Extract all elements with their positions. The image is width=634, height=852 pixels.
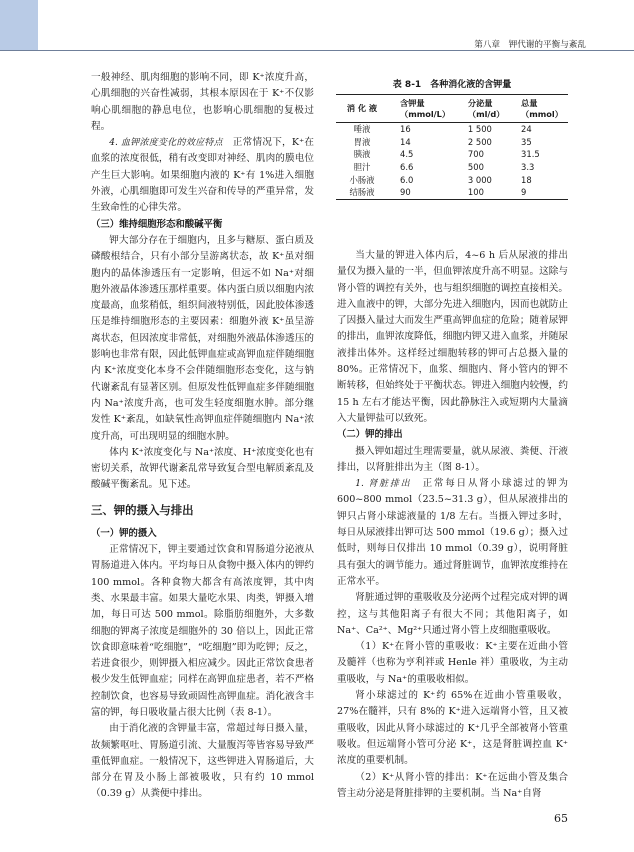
table-cell: 胰液 [353, 149, 371, 160]
paragraph [91, 135, 314, 216]
header-rule [0, 50, 634, 51]
table-row [336, 186, 568, 199]
paragraph: 摄入钾如超过生理需要量，就从尿液、粪便、汗液排出，以肾脏排出为主（图 8-1）。 [337, 445, 568, 473]
table-row [336, 148, 568, 161]
running-head: 第八章 钾代谢的平衡与紊乱 [474, 40, 586, 50]
table-cell: 结肠液 [349, 187, 375, 198]
paragraph: 体内 K⁺浓度变化与 Na⁺浓度、H⁺浓度变化也有密切关系，故钾代谢紊乱常导致复合型电解质紊乱及酸碱平衡紊乱。见下述。 [91, 446, 314, 491]
table-cell: 31.5 [521, 149, 540, 160]
table-cell: 700 [467, 149, 484, 160]
table-row [336, 173, 568, 186]
paragraph: 钾大部分存在于细胞内，且多与糖原、蛋白质及磷酸根结合，只有小部分呈游离状态，故 K⁺虽对细胞内的晶体渗透压有一定影响，但远不如 Na⁺对细胞外液晶体渗透压那样重要。体内蛋白质以细胞内浓度最高，血浆稍低，组织间液特别低，因此胶体渗透压是维持细胞形态的主要因素：细胞外液 K⁺虽呈游离状态，但因浓度非常低，对细胞外液晶体渗透压的影响也非常有限，因此低钾血症或高钾血症伴随细胞内 K⁺浓度变化本身不会伴随细胞形态变化，这与钠代谢紊乱有显著区别。但原发性低钾血症多伴随细胞内 Na⁺浓度升高，也可发生轻度细胞水肿。部分继发性 K⁺紊乱，如缺氧性高钾血症伴随细胞内 Na⁺浓度升高，可出现明显的细胞水肿。 [91, 234, 314, 442]
column-header-unit: （ml/d） [467, 108, 505, 119]
paragraph-text: 正常情况下，K⁺在血浆的浓度很低，稍有改变即对神经、肌肉的膜电位产生巨大影响。如果细胞内液的 K⁺有 1%进入细胞外液，心肌细胞即可发生兴奋和传导的严重异常，发生致命性的心律失常。 [91, 137, 315, 214]
paragraph: 肾脏通过钾的重吸收及分泌两个过程完成对钾的调控，这与其他阳离子有很大不同；其他阳离子，如 Na⁺、Ca²⁺、Mg²⁺只通过肾小管上皮细胞重吸收。 [337, 592, 568, 636]
paragraph: 当大量的钾进入体内后，4~6 h 后从尿液的排出量仅为摄入量的一半，但血钾浓度升高不明显。这除与肾小管的调控有关外，也与组织细胞的调控直接相关。进入血液中的钾，大部分先进入细胞内，因而也就防止了因摄入量过大而发生严重高钾血症的危险；随着尿钾的排出，血钾浓度降低，细胞内钾又进入血浆，并随尿液排出体外。这样经过细胞转移的钾可占总摄入量的 80%。正常情况下，血浆、细胞内、肾小管内的钾不断转移，但始终处于平衡状态。钾进入细胞内较慢，约 15 h 左右才能达平衡，因此静脉注入或短期内大量滴入大量钾盐可以致死。 [337, 250, 568, 424]
table-cell: 18 [521, 174, 532, 185]
table-cell: 500 [467, 162, 484, 173]
paragraph-text: 正常每日从肾小球滤过的钾为 600~800 mmol（23.5~31.3 g），但从尿液排出的钾只占肾小球滤液量的 1/8 左右。当摄入钾过多时，每日从尿液排出钾可达 500 mmol（19.6 g）；摄入过低时，则每日仅排出 10 mmol（0.39 g），说明肾脏具有强大的调节能力。通过肾脏调节，血钾浓度维持在正常水平。 [337, 478, 568, 587]
column-header-name: 总量 [521, 98, 538, 108]
column-header-name: 消 化 液 [346, 103, 378, 114]
column-header-name: 分泌量 [467, 98, 493, 108]
table-cell: 90 [400, 187, 411, 198]
table-cell: 24 [521, 124, 532, 135]
table-cell: 35 [521, 136, 532, 147]
table-cell: 小肠液 [349, 174, 375, 185]
column-header [509, 95, 568, 123]
table-cell: 14 [400, 136, 411, 147]
table-cell: 唾液 [353, 124, 371, 135]
section-heading: 三、钾的摄入与排出 [91, 502, 194, 517]
table-row [336, 161, 568, 174]
table-cell: 6.0 [400, 174, 414, 185]
table-cell: 1 500 [467, 124, 492, 135]
table-row [336, 123, 568, 136]
run-in-heading: 1. 肾脏排出 [355, 479, 412, 490]
table-cell: 胃液 [353, 136, 371, 147]
table-cell: 2 500 [467, 136, 492, 147]
data-table [336, 94, 568, 200]
run-in-heading: 4. 血钾浓度变化的效应特点 [109, 138, 223, 149]
paragraph: 正常情况下，钾主要通过饮食和胃肠道分泌液从胃肠道进入体内。平均每日从食物中摄入体内的钾约 100 mmol。各种食物大都含有高浓度钾，其中肉类、水果最丰富。如果大量吃水果、肉类，钾摄入增加，每日可达 500 mmol。除脂肪细胞外，大多数细胞的钾离子浓度是细胞外的 30 倍以上，因此正常饮食即意味着“吃细胞”，“吃细胞”即为吃钾；反之，若进食很少，则钾摄入相应减少。因此正常饮食患者极少发生低钾血症；同样在高钾血症患者，若不严格控制饮食，也容易导致顽固性高钾血症。消化液含丰富的钾，每日吸收量占很大比例（表 8-1）。 [91, 544, 314, 718]
paragraph: （1）K⁺在肾小管的重吸收：K⁺主要在近曲小管及髓袢（也称为亨利袢或 Henle 袢）重吸收，为主动重吸收，与 Na⁺的重吸收相似。 [337, 641, 568, 685]
page-header [0, 0, 634, 52]
table-cell: 4.5 [400, 149, 414, 160]
page-number: 65 [554, 812, 568, 825]
table-title: 表 8-1 各种消化液的含钾量 [392, 80, 512, 90]
paragraph: 肾小球滤过的 K⁺约 65%在近曲小管重吸收，27%在髓袢，只有 8%的 K⁺进入远端肾小管，且又被重吸收，因此从肾小球滤过的 K⁺几乎全部被肾小管重吸收。但远端肾小管可分泌 K⁺，这是肾脏调控血 K⁺浓度的重要机制。 [337, 690, 568, 767]
paragraph: （2）K⁺从肾小管的排出：K⁺在远曲小管及集合管主动分泌是肾脏排钾的主要机制。当 Na⁺自肾 [337, 771, 568, 799]
paragraph: 由于消化液的含钾量丰富，常超过每日摄入量，故频繁呕吐、胃肠道引流、大量腹泻等皆容易导致严重低钾血症。一般情况下，这些钾进入胃肠道后，大部分在胃及小肠上部被吸收，只有约 10 mmol（0.39 g）从粪便中排出。 [91, 723, 314, 800]
table-cell: 3.3 [521, 162, 535, 173]
column-header-unit: （mmol） [521, 108, 563, 119]
table-cell: 16 [400, 124, 411, 135]
table-cell: 胆汁 [353, 162, 371, 173]
chapter-tab [0, 0, 38, 50]
section-subheading: （一）钾的摄入 [91, 527, 157, 539]
table-cell: 100 [467, 187, 484, 198]
table-cell: 9 [521, 187, 527, 198]
column-header [336, 95, 388, 123]
table-header-row [336, 95, 568, 123]
right-column [337, 248, 568, 802]
potassium-table [336, 76, 568, 200]
table-row [336, 136, 568, 149]
table-cell: 3 000 [467, 174, 492, 185]
section-subheading: （三）维持细胞形态和酸碱平衡 [91, 218, 223, 230]
column-header-unit: （mmol/L） [400, 108, 451, 119]
paragraph [337, 476, 568, 590]
column-header-name: 含钾量 [400, 98, 425, 108]
column-header [456, 95, 509, 123]
section-subheading: （二）钾的排出 [337, 429, 403, 441]
column-header [388, 95, 456, 123]
left-column [91, 70, 314, 803]
table-cell: 6.6 [400, 162, 414, 173]
paragraph: 一般神经、肌肉细胞的影响不同，即 K⁺浓度升高，心肌细胞的兴奋性减弱，其根本原因在于 K⁺不仅影响心肌细胞的静息电位，也影响心肌细胞的复极过程。 [91, 72, 314, 132]
